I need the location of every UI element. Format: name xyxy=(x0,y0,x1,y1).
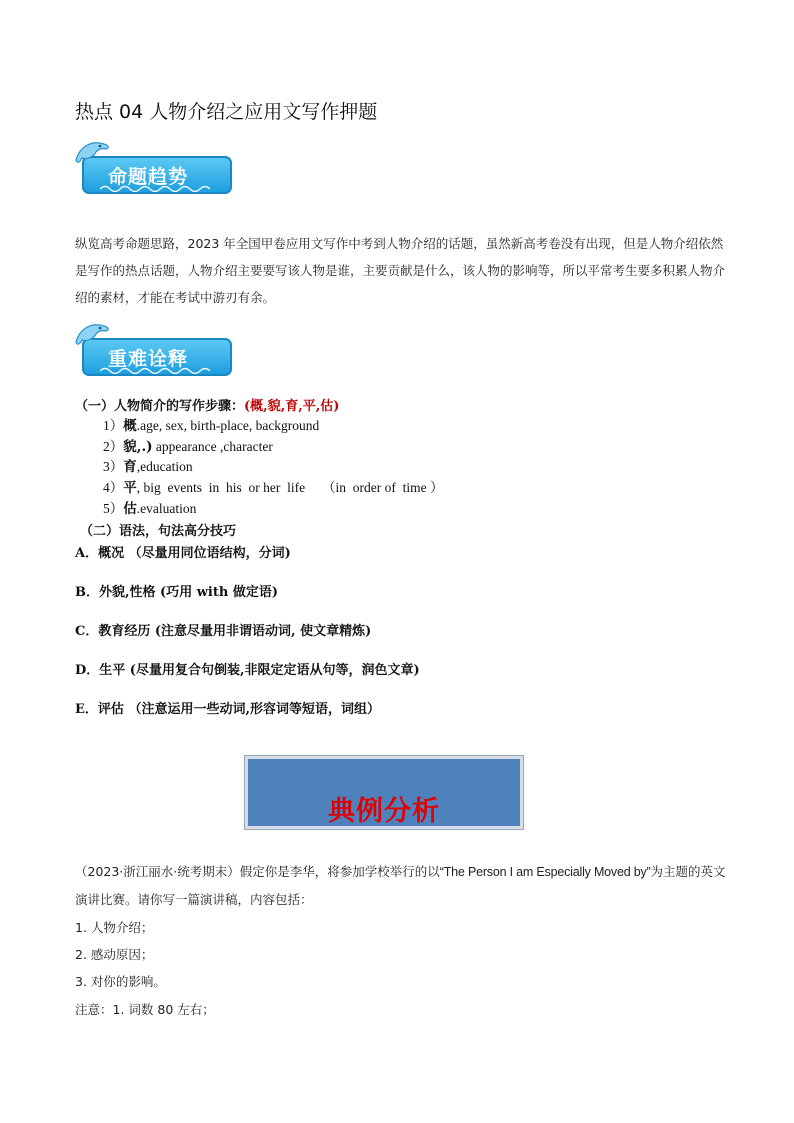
step-item: 5）估.evaluation xyxy=(103,501,197,517)
step-item: 4）平, big events in his or her life （in order of time ） xyxy=(103,480,444,496)
trend-badge xyxy=(78,146,236,202)
explain-badge xyxy=(78,328,236,384)
requirement-item: 1. 人物介绍； xyxy=(75,920,154,935)
dolphin-icon xyxy=(72,134,112,168)
requirement-item: 3. 对你的影响。 xyxy=(75,974,166,989)
requirement-item: 2. 感动原因； xyxy=(75,947,154,962)
tip-item: D．生平 (尽量用复合句倒装,非限定定语从句等，润色文章) xyxy=(75,663,420,678)
step-item: 3）育,education xyxy=(103,459,193,475)
section-heading-steps xyxy=(75,395,339,414)
dolphin-icon xyxy=(72,316,112,350)
tip-item: A．概况 （尽量用同位语结构，分词) xyxy=(75,546,291,561)
note-line: 注意：1. 词数 80 左右； xyxy=(75,1002,215,1017)
tip-item: B．外貌,性格 (巧用 with 做定语) xyxy=(75,585,278,600)
step-item: 1）概.age, sex, birth-place, background xyxy=(103,418,320,434)
intro-paragraph: 纵览高考命题思路，2023 年全国甲卷应用文写作中考到人物介绍的话题，虽然新高考卷没有出现，但是人物介绍依然是写作的热点话题，人物介绍主要要写该人物是谁，主要贡献是什么，该人物的影响等，所以平常考生要多积累人物介绍的素材，才能在考试中游刃有余。 xyxy=(75,236,726,305)
section-heading-text: （一）人物简介的写作步骤： xyxy=(75,399,245,414)
badge-label: 命题趋势 xyxy=(108,166,189,188)
section-keywords: (概,貌,育,平,估) xyxy=(244,399,340,414)
example-analysis-banner xyxy=(245,756,523,829)
example-banner-label: 典例分析 xyxy=(328,796,440,827)
step-item: 2）貌,.) appearance ,character xyxy=(103,439,273,455)
tip-item: E．评估 （注意运用一些动词,形容词等短语，词组） xyxy=(75,702,380,717)
example-question: （2023·浙江丽水·统考期末）假定你是李华，将参加学校举行的以“The Person I am Especially Moved by”为主题的英文演讲比赛。请你写一篇演讲稿，内容包括： xyxy=(75,864,726,907)
badge-label: 重难诠释 xyxy=(108,348,189,370)
section-heading-grammar: （二）语法，句法高分技巧 xyxy=(80,524,237,539)
page-title: 热点 04 人物介绍之应用文写作押题 xyxy=(75,101,378,123)
tip-item: C．教育经历 (注意尽量用非谓语动词, 使文章精炼) xyxy=(75,624,372,639)
